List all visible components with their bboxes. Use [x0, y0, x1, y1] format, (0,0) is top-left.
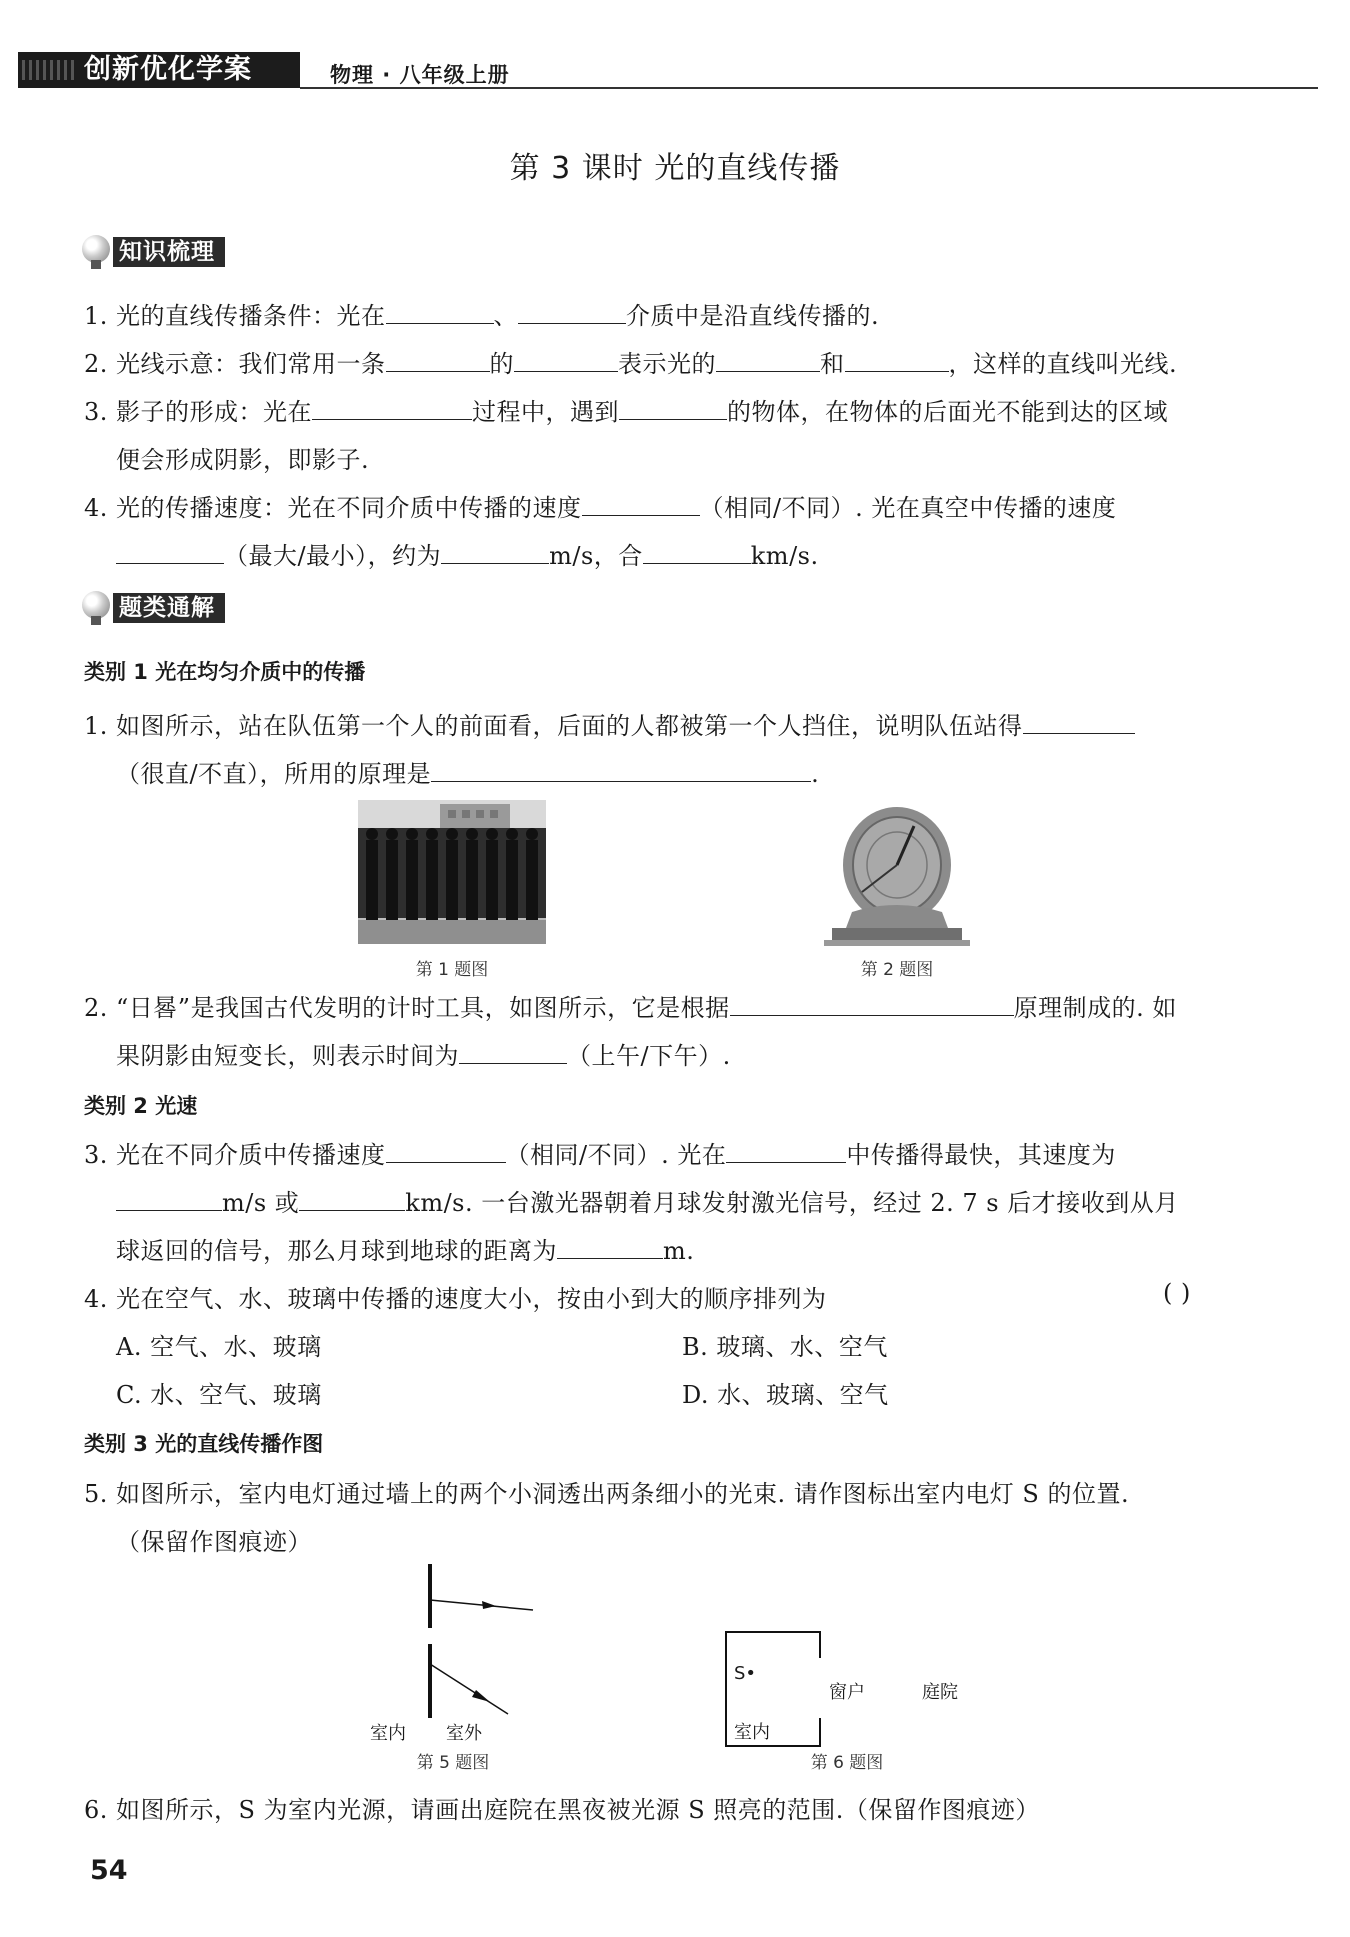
- answer-blank[interactable]: [845, 349, 949, 372]
- page-number: 54: [90, 1855, 128, 1886]
- text: 1. 如图所示，站在队伍第一个人的前面看，后面的人都被第一个人挡住，说明队伍站得: [84, 712, 1023, 740]
- question-5: 5. 如图所示，室内电灯通过墙上的两个小洞透出两条细小的光束. 请作图标出室内电灯 S 的位置.: [84, 1480, 1130, 1508]
- arrow-head-1: [482, 1601, 496, 1609]
- figure-2-caption: 第 2 题图: [860, 960, 934, 980]
- fig6-window-label: 窗户: [829, 1682, 865, 1703]
- answer-blank[interactable]: [116, 1188, 222, 1211]
- text: （相同/不同）. 光在: [505, 1141, 727, 1169]
- answer-blank[interactable]: [716, 349, 820, 372]
- answer-parentheses[interactable]: ( ): [1163, 1279, 1191, 1307]
- text: （最大/最小），约为: [224, 542, 442, 570]
- brand-banner: [18, 52, 300, 88]
- question-3-cont2: [116, 1231, 694, 1266]
- text: 4. 光的传播速度：光在不同介质中传播的速度: [84, 494, 582, 522]
- text: （相同/不同）. 光在真空中传播的速度: [699, 494, 1117, 522]
- text: 3. 光在不同介质中传播速度: [84, 1141, 386, 1169]
- answer-blank[interactable]: [582, 493, 700, 516]
- header-rule: [300, 87, 1318, 89]
- text: 和: [820, 350, 845, 378]
- lightbulb-icon: [82, 235, 110, 263]
- knowledge-item-3: [84, 392, 1168, 427]
- text: .: [811, 760, 820, 788]
- brand-pattern: [22, 60, 78, 80]
- text: 的: [489, 350, 515, 378]
- option-a[interactable]: A. 空气、水、玻璃: [116, 1333, 322, 1361]
- answer-blank[interactable]: [619, 397, 727, 420]
- light-ray-2: [430, 1664, 508, 1714]
- text: （很直/不直），所用的原理是: [116, 760, 432, 788]
- text: ，这样的直线叫光线.: [948, 350, 1178, 378]
- question-3-cont: [116, 1183, 1179, 1218]
- option-c[interactable]: C. 水、空气、玻璃: [116, 1381, 322, 1409]
- answer-blank[interactable]: [557, 1236, 663, 1259]
- question-2: [84, 988, 1177, 1023]
- text: 1. 光的直线传播条件：光在: [84, 302, 386, 330]
- question-1: [84, 706, 1135, 741]
- text: km/s.: [750, 542, 819, 570]
- light-ray-1: [430, 1600, 533, 1610]
- text: （上午/下午）.: [567, 1042, 731, 1070]
- fig6-indoor-label: 室内: [734, 1722, 770, 1743]
- category-1-heading: 类别 1 光在均匀介质中的传播: [84, 660, 366, 684]
- text: m.: [663, 1237, 695, 1265]
- answer-blank[interactable]: [431, 759, 811, 782]
- question-6: 6. 如图所示，S 为室内光源，请画出庭院在黑夜被光源 S 照亮的范围.（保留作图痕迹）: [84, 1796, 1040, 1824]
- answer-blank[interactable]: [518, 301, 626, 324]
- answer-blank[interactable]: [386, 1140, 506, 1163]
- text: 原理制成的. 如: [1013, 994, 1177, 1022]
- lightbulb-base: [91, 260, 101, 269]
- figure-5-diagram[interactable]: [370, 1560, 550, 1720]
- answer-blank[interactable]: [726, 1140, 846, 1163]
- page-header: [18, 50, 1318, 90]
- section-practice-label: 题类通解: [113, 593, 225, 623]
- text: m/s 或: [222, 1189, 300, 1217]
- figure-6-caption: 第 6 题图: [810, 1753, 884, 1773]
- knowledge-item-2: [84, 344, 1177, 379]
- fig6-yard-label: 庭院: [922, 1682, 958, 1703]
- answer-blank[interactable]: [312, 397, 472, 420]
- text: 果阴影由短变长，则表示时间为: [116, 1042, 459, 1070]
- answer-blank[interactable]: [441, 541, 549, 564]
- text: 介质中是沿直线传播的.: [626, 302, 880, 330]
- category-3-heading: 类别 3 光的直线传播作图: [84, 1432, 324, 1456]
- text: 3. 影子的形成：光在: [84, 398, 313, 426]
- option-d[interactable]: D. 水、玻璃、空气: [682, 1381, 889, 1409]
- question-3: [84, 1135, 1116, 1170]
- light-source-s: S•: [734, 1663, 757, 1684]
- text: m/s，合: [549, 542, 643, 570]
- subject-label: 物理 · 八年级上册: [330, 63, 510, 87]
- answer-blank[interactable]: [386, 301, 494, 324]
- answer-blank[interactable]: [386, 349, 490, 372]
- knowledge-item-3-cont: 便会形成阴影，即影子.: [116, 446, 370, 474]
- figure-2-sundial: [822, 800, 972, 950]
- answer-blank[interactable]: [459, 1041, 567, 1064]
- text: 2. 光线示意：我们常用一条: [84, 350, 386, 378]
- category-2-heading: 类别 2 光速: [84, 1094, 198, 1118]
- knowledge-item-1: [84, 296, 879, 331]
- answer-blank[interactable]: [643, 541, 751, 564]
- text: 2. “日晷”是我国古代发明的计时工具，如图所示，它是根据: [84, 994, 730, 1022]
- question-1-cont: [116, 754, 819, 789]
- figure-5-caption: 第 5 题图: [416, 1753, 490, 1773]
- answer-blank[interactable]: [116, 541, 224, 564]
- text: km/s. 一台激光器朝着月球发射激光信号，经过 2. 7 s 后才接收到从月: [405, 1189, 1179, 1217]
- answer-blank[interactable]: [1023, 711, 1135, 734]
- lesson-title: 第 3 课时 光的直线传播: [509, 151, 841, 186]
- brand-title: 创新优化学案: [84, 54, 252, 85]
- knowledge-item-4: [84, 488, 1116, 523]
- answer-blank[interactable]: [730, 993, 1014, 1016]
- fig5-outdoor-label: 室外: [446, 1723, 482, 1744]
- knowledge-item-4-cont: [116, 536, 819, 571]
- figure-1-photo: [358, 800, 546, 944]
- figure-1-caption: 第 1 题图: [415, 960, 489, 980]
- answer-blank[interactable]: [299, 1188, 405, 1211]
- text: 、: [493, 302, 519, 330]
- lightbulb-base: [91, 616, 101, 625]
- section-knowledge-label: 知识梳理: [113, 237, 225, 267]
- text: 球返回的信号，那么月球到地球的距离为: [116, 1237, 557, 1265]
- question-4: 4. 光在空气、水、玻璃中传播的速度大小，按由小到大的顺序排列为: [84, 1285, 827, 1313]
- text: 过程中，遇到: [472, 398, 620, 426]
- text: 表示光的: [618, 350, 717, 378]
- text: 中传播得最快，其速度为: [846, 1141, 1116, 1169]
- lightbulb-icon: [82, 591, 110, 619]
- question-2-cont: [116, 1036, 731, 1071]
- answer-blank[interactable]: [514, 349, 618, 372]
- fig5-indoor-label: 室内: [370, 1723, 406, 1744]
- question-5-cont: （保留作图痕迹）: [116, 1528, 312, 1556]
- text: 的物体，在物体的后面光不能到达的区域: [727, 398, 1169, 426]
- option-b[interactable]: B. 玻璃、水、空气: [682, 1333, 888, 1361]
